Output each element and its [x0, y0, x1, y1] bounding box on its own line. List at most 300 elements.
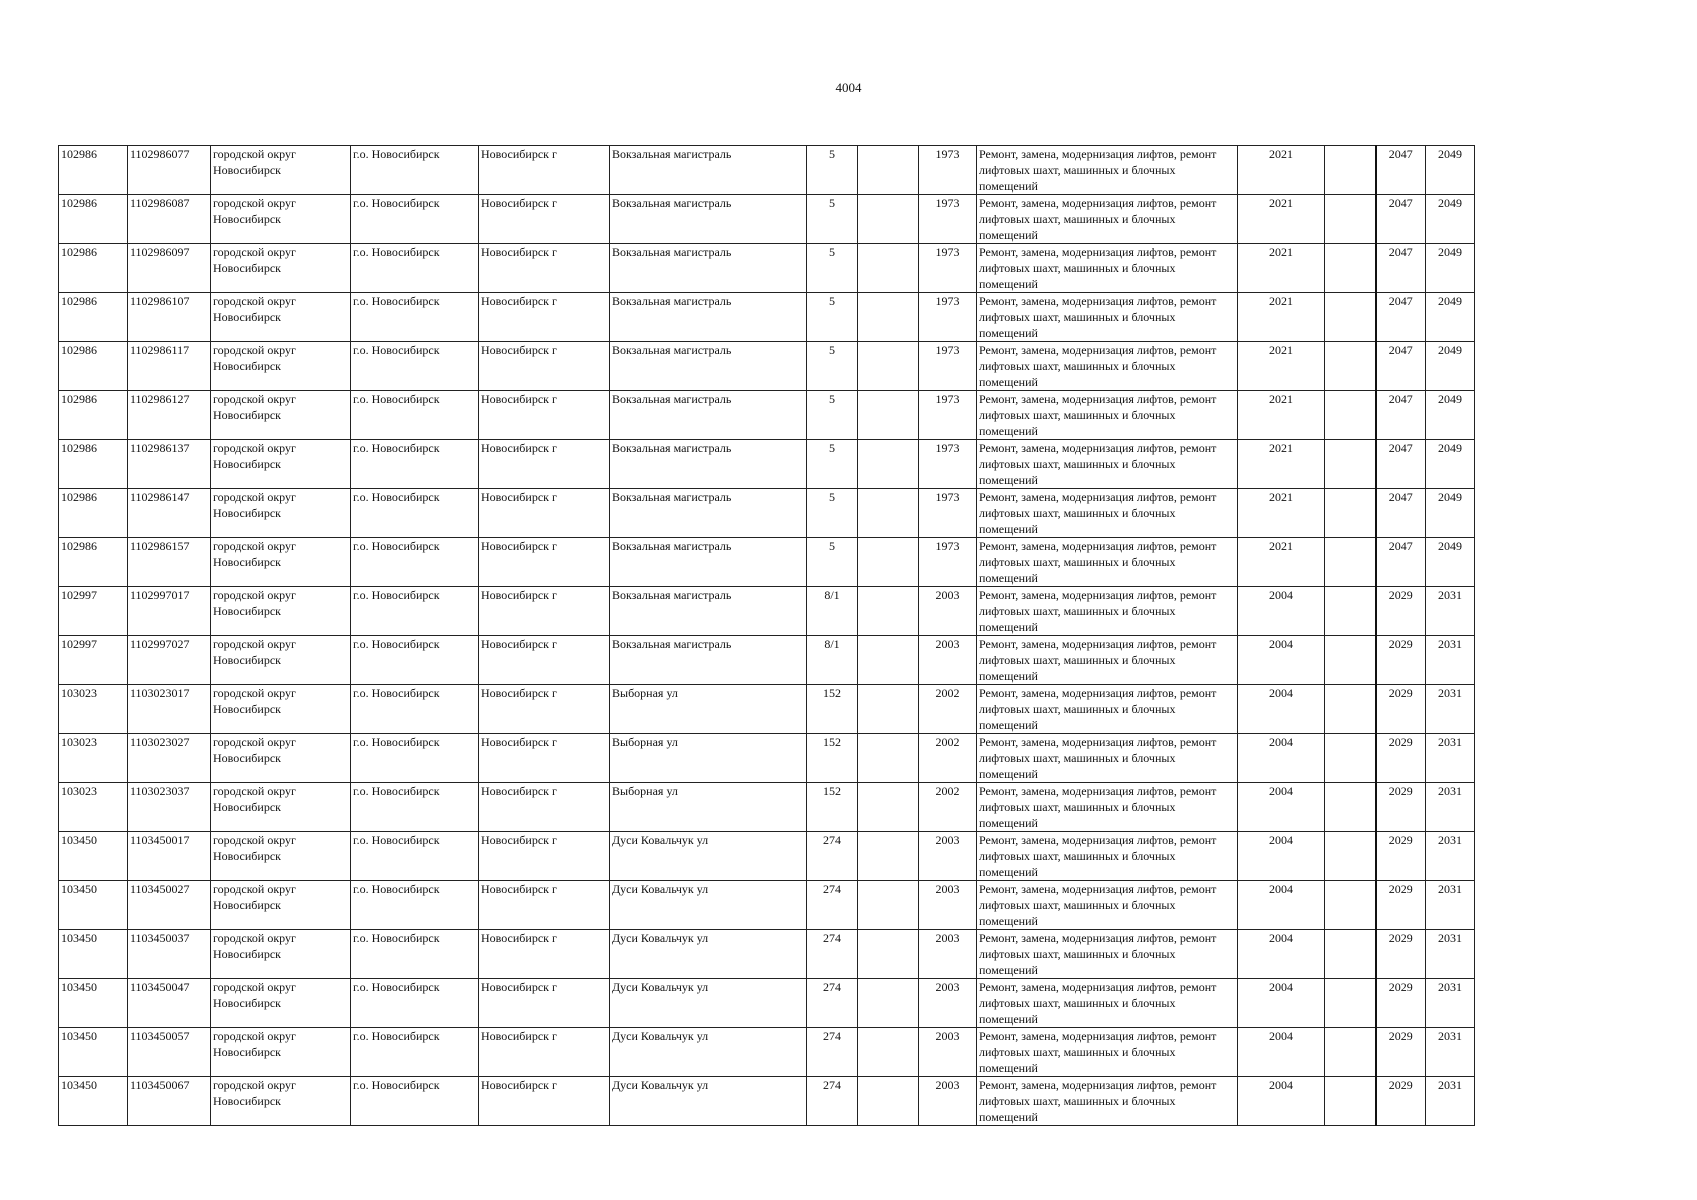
cell-plan-end-year: 2031: [1426, 685, 1475, 734]
cell-object-code: 1102997027: [128, 636, 211, 685]
cell-empty: [1325, 489, 1376, 538]
cell-house-number: 5: [807, 293, 858, 342]
cell-municipality: городской округ Новосибирск: [211, 1028, 351, 1077]
table-row: [59, 734, 1475, 783]
cell-house-number: 5: [807, 489, 858, 538]
cell-municipality: городской округ Новосибирск: [211, 342, 351, 391]
cell-year-built: 2003: [919, 587, 977, 636]
cell-year-built: 2003: [919, 832, 977, 881]
cell-last-repair-year: 2004: [1238, 930, 1325, 979]
cell-building: [858, 636, 919, 685]
cell-object-code: 1103450047: [128, 979, 211, 1028]
cell-year-built: 1973: [919, 489, 977, 538]
cell-work-type: Ремонт, замена, модернизация лифтов, ремонт лифтовых шахт, машинных и блочных помещений: [977, 783, 1238, 832]
cell-plan-start-year: 2047: [1376, 195, 1426, 244]
cell-work-type: Ремонт, замена, модернизация лифтов, ремонт лифтовых шахт, машинных и блочных помещений: [977, 832, 1238, 881]
cell-building: [858, 832, 919, 881]
cell-plan-start-year: 2047: [1376, 489, 1426, 538]
cell-plan-start-year: 2047: [1376, 538, 1426, 587]
cell-city: Новосибирск г: [479, 587, 610, 636]
table-row: [59, 1077, 1475, 1126]
cell-work-type: Ремонт, замена, модернизация лифтов, ремонт лифтовых шахт, машинных и блочных помещений: [977, 979, 1238, 1028]
cell-city: Новосибирск г: [479, 1077, 610, 1126]
cell-house-id: 102997: [59, 587, 128, 636]
cell-last-repair-year: 2021: [1238, 391, 1325, 440]
cell-house-number: 5: [807, 342, 858, 391]
cell-house-number: 8/1: [807, 587, 858, 636]
cell-last-repair-year: 2004: [1238, 1077, 1325, 1126]
cell-empty: [1325, 636, 1376, 685]
cell-house-id: 103450: [59, 930, 128, 979]
cell-municipality: городской округ Новосибирск: [211, 538, 351, 587]
cell-last-repair-year: 2004: [1238, 587, 1325, 636]
cell-last-repair-year: 2021: [1238, 146, 1325, 195]
cell-building: [858, 489, 919, 538]
cell-object-code: 1103450067: [128, 1077, 211, 1126]
cell-empty: [1325, 391, 1376, 440]
cell-house-number: 5: [807, 440, 858, 489]
cell-object-code: 1102986137: [128, 440, 211, 489]
cell-municipality: городской округ Новосибирск: [211, 783, 351, 832]
cell-year-built: 2003: [919, 979, 977, 1028]
cell-house-id: 103450: [59, 832, 128, 881]
cell-building: [858, 881, 919, 930]
cell-last-repair-year: 2004: [1238, 881, 1325, 930]
cell-work-type: Ремонт, замена, модернизация лифтов, ремонт лифтовых шахт, машинных и блочных помещений: [977, 930, 1238, 979]
cell-house-number: 5: [807, 538, 858, 587]
cell-district: г.о. Новосибирск: [351, 538, 479, 587]
cell-street: Вокзальная магистраль: [610, 587, 807, 636]
cell-house-id: 102986: [59, 244, 128, 293]
cell-district: г.о. Новосибирск: [351, 979, 479, 1028]
cell-plan-end-year: 2031: [1426, 1028, 1475, 1077]
cell-plan-end-year: 2049: [1426, 195, 1475, 244]
cell-plan-start-year: 2047: [1376, 391, 1426, 440]
cell-street: Вокзальная магистраль: [610, 538, 807, 587]
cell-empty: [1325, 783, 1376, 832]
cell-house-number: 274: [807, 979, 858, 1028]
cell-plan-end-year: 2031: [1426, 832, 1475, 881]
cell-city: Новосибирск г: [479, 538, 610, 587]
cell-last-repair-year: 2021: [1238, 244, 1325, 293]
cell-object-code: 1102986107: [128, 293, 211, 342]
cell-plan-start-year: 2029: [1376, 881, 1426, 930]
cell-district: г.о. Новосибирск: [351, 636, 479, 685]
table-row: [59, 587, 1475, 636]
cell-municipality: городской округ Новосибирск: [211, 293, 351, 342]
table-row: [59, 489, 1475, 538]
cell-municipality: городской округ Новосибирск: [211, 685, 351, 734]
cell-plan-end-year: 2049: [1426, 391, 1475, 440]
cell-year-built: 1973: [919, 538, 977, 587]
cell-street: Дуси Ковальчук ул: [610, 881, 807, 930]
cell-last-repair-year: 2004: [1238, 734, 1325, 783]
cell-work-type: Ремонт, замена, модернизация лифтов, ремонт лифтовых шахт, машинных и блочных помещений: [977, 195, 1238, 244]
cell-house-id: 103023: [59, 783, 128, 832]
cell-empty: [1325, 244, 1376, 293]
cell-year-built: 2003: [919, 1028, 977, 1077]
table-row: [59, 783, 1475, 832]
cell-empty: [1325, 538, 1376, 587]
cell-plan-start-year: 2029: [1376, 979, 1426, 1028]
cell-plan-start-year: 2029: [1376, 1077, 1426, 1126]
cell-work-type: Ремонт, замена, модернизация лифтов, ремонт лифтовых шахт, машинных и блочных помещений: [977, 685, 1238, 734]
cell-building: [858, 783, 919, 832]
cell-street: Выборная ул: [610, 783, 807, 832]
cell-object-code: 1102986157: [128, 538, 211, 587]
cell-house-id: 102986: [59, 146, 128, 195]
cell-house-id: 102986: [59, 293, 128, 342]
cell-year-built: 1973: [919, 293, 977, 342]
cell-year-built: 2003: [919, 881, 977, 930]
cell-plan-start-year: 2047: [1376, 244, 1426, 293]
cell-street: Вокзальная магистраль: [610, 342, 807, 391]
cell-district: г.о. Новосибирск: [351, 146, 479, 195]
cell-last-repair-year: 2021: [1238, 440, 1325, 489]
cell-year-built: 1973: [919, 342, 977, 391]
cell-last-repair-year: 2004: [1238, 1028, 1325, 1077]
cell-work-type: Ремонт, замена, модернизация лифтов, ремонт лифтовых шахт, машинных и блочных помещений: [977, 636, 1238, 685]
cell-object-code: 1103450027: [128, 881, 211, 930]
cell-building: [858, 342, 919, 391]
cell-last-repair-year: 2021: [1238, 538, 1325, 587]
cell-district: г.о. Новосибирск: [351, 930, 479, 979]
cell-city: Новосибирск г: [479, 244, 610, 293]
cell-last-repair-year: 2004: [1238, 832, 1325, 881]
cell-plan-start-year: 2029: [1376, 685, 1426, 734]
cell-work-type: Ремонт, замена, модернизация лифтов, ремонт лифтовых шахт, машинных и блочных помещений: [977, 734, 1238, 783]
cell-house-id: 103450: [59, 1028, 128, 1077]
cell-plan-end-year: 2049: [1426, 244, 1475, 293]
cell-empty: [1325, 293, 1376, 342]
cell-city: Новосибирск г: [479, 979, 610, 1028]
cell-plan-start-year: 2047: [1376, 440, 1426, 489]
cell-house-number: 8/1: [807, 636, 858, 685]
cell-work-type: Ремонт, замена, модернизация лифтов, ремонт лифтовых шахт, машинных и блочных помещений: [977, 244, 1238, 293]
cell-street: Дуси Ковальчук ул: [610, 1077, 807, 1126]
table-row: [59, 636, 1475, 685]
cell-building: [858, 244, 919, 293]
cell-city: Новосибирск г: [479, 342, 610, 391]
cell-year-built: 1973: [919, 195, 977, 244]
cell-city: Новосибирск г: [479, 1028, 610, 1077]
cell-municipality: городской округ Новосибирск: [211, 489, 351, 538]
cell-building: [858, 146, 919, 195]
table-row: [59, 881, 1475, 930]
cell-building: [858, 979, 919, 1028]
cell-house-id: 103450: [59, 979, 128, 1028]
cell-street: Дуси Ковальчук ул: [610, 979, 807, 1028]
cell-district: г.о. Новосибирск: [351, 293, 479, 342]
cell-street: Дуси Ковальчук ул: [610, 930, 807, 979]
cell-district: г.о. Новосибирск: [351, 1077, 479, 1126]
cell-plan-start-year: 2029: [1376, 734, 1426, 783]
cell-object-code: 1102986077: [128, 146, 211, 195]
cell-empty: [1325, 342, 1376, 391]
cell-empty: [1325, 685, 1376, 734]
cell-plan-start-year: 2029: [1376, 636, 1426, 685]
cell-street: Вокзальная магистраль: [610, 440, 807, 489]
cell-district: г.о. Новосибирск: [351, 489, 479, 538]
cell-empty: [1325, 979, 1376, 1028]
cell-house-id: 102986: [59, 538, 128, 587]
cell-municipality: городской округ Новосибирск: [211, 979, 351, 1028]
cell-municipality: городской округ Новосибирск: [211, 244, 351, 293]
cell-district: г.о. Новосибирск: [351, 1028, 479, 1077]
cell-street: Выборная ул: [610, 734, 807, 783]
cell-district: г.о. Новосибирск: [351, 734, 479, 783]
cell-last-repair-year: 2021: [1238, 195, 1325, 244]
cell-last-repair-year: 2021: [1238, 293, 1325, 342]
cell-plan-start-year: 2029: [1376, 783, 1426, 832]
cell-plan-end-year: 2049: [1426, 146, 1475, 195]
cell-street: Вокзальная магистраль: [610, 489, 807, 538]
cell-district: г.о. Новосибирск: [351, 391, 479, 440]
cell-object-code: 1102986127: [128, 391, 211, 440]
cell-plan-end-year: 2049: [1426, 538, 1475, 587]
table-body: [59, 146, 1475, 1126]
cell-municipality: городской округ Новосибирск: [211, 636, 351, 685]
cell-object-code: 1103450017: [128, 832, 211, 881]
cell-object-code: 1103450037: [128, 930, 211, 979]
cell-municipality: городской округ Новосибирск: [211, 587, 351, 636]
cell-house-id: 102986: [59, 440, 128, 489]
cell-municipality: городской округ Новосибирск: [211, 1077, 351, 1126]
cell-year-built: 2003: [919, 930, 977, 979]
cell-year-built: 1973: [919, 244, 977, 293]
cell-empty: [1325, 146, 1376, 195]
cell-city: Новосибирск г: [479, 440, 610, 489]
cell-building: [858, 391, 919, 440]
cell-municipality: городской округ Новосибирск: [211, 146, 351, 195]
cell-plan-end-year: 2049: [1426, 342, 1475, 391]
cell-plan-start-year: 2047: [1376, 293, 1426, 342]
cell-house-number: 274: [807, 1077, 858, 1126]
cell-plan-start-year: 2029: [1376, 1028, 1426, 1077]
cell-last-repair-year: 2004: [1238, 636, 1325, 685]
cell-city: Новосибирск г: [479, 391, 610, 440]
cell-last-repair-year: 2004: [1238, 783, 1325, 832]
cell-empty: [1325, 1028, 1376, 1077]
cell-work-type: Ремонт, замена, модернизация лифтов, ремонт лифтовых шахт, машинных и блочных помещений: [977, 293, 1238, 342]
cell-plan-end-year: 2031: [1426, 1077, 1475, 1126]
cell-plan-end-year: 2031: [1426, 636, 1475, 685]
data-table: [58, 145, 1475, 1126]
cell-plan-start-year: 2029: [1376, 832, 1426, 881]
cell-district: г.о. Новосибирск: [351, 881, 479, 930]
table-row: [59, 146, 1475, 195]
cell-empty: [1325, 881, 1376, 930]
cell-work-type: Ремонт, замена, модернизация лифтов, ремонт лифтовых шахт, машинных и блочных помещений: [977, 881, 1238, 930]
cell-district: г.о. Новосибирск: [351, 587, 479, 636]
cell-object-code: 1102997017: [128, 587, 211, 636]
cell-object-code: 1102986087: [128, 195, 211, 244]
cell-municipality: городской округ Новосибирск: [211, 195, 351, 244]
table-row: [59, 930, 1475, 979]
cell-building: [858, 293, 919, 342]
cell-municipality: городской округ Новосибирск: [211, 930, 351, 979]
cell-city: Новосибирск г: [479, 930, 610, 979]
cell-street: Вокзальная магистраль: [610, 195, 807, 244]
cell-work-type: Ремонт, замена, модернизация лифтов, ремонт лифтовых шахт, машинных и блочных помещений: [977, 146, 1238, 195]
cell-building: [858, 1028, 919, 1077]
cell-year-built: 2002: [919, 734, 977, 783]
cell-object-code: 1103023027: [128, 734, 211, 783]
cell-house-number: 274: [807, 1028, 858, 1077]
cell-municipality: городской округ Новосибирск: [211, 881, 351, 930]
cell-street: Вокзальная магистраль: [610, 391, 807, 440]
cell-city: Новосибирск г: [479, 685, 610, 734]
cell-street: Вокзальная магистраль: [610, 293, 807, 342]
cell-street: Выборная ул: [610, 685, 807, 734]
cell-city: Новосибирск г: [479, 146, 610, 195]
cell-city: Новосибирск г: [479, 734, 610, 783]
cell-house-id: 103450: [59, 881, 128, 930]
table-row: [59, 685, 1475, 734]
cell-house-number: 5: [807, 244, 858, 293]
cell-city: Новосибирск г: [479, 636, 610, 685]
cell-street: Вокзальная магистраль: [610, 146, 807, 195]
cell-municipality: городской округ Новосибирск: [211, 391, 351, 440]
cell-district: г.о. Новосибирск: [351, 685, 479, 734]
table-row: [59, 538, 1475, 587]
cell-plan-end-year: 2031: [1426, 881, 1475, 930]
cell-plan-end-year: 2031: [1426, 783, 1475, 832]
cell-house-number: 152: [807, 685, 858, 734]
cell-last-repair-year: 2021: [1238, 342, 1325, 391]
cell-house-id: 102997: [59, 636, 128, 685]
table-row: [59, 244, 1475, 293]
cell-district: г.о. Новосибирск: [351, 440, 479, 489]
page-number: 4004: [835, 80, 862, 95]
cell-plan-start-year: 2047: [1376, 146, 1426, 195]
cell-last-repair-year: 2004: [1238, 979, 1325, 1028]
cell-year-built: 2002: [919, 685, 977, 734]
cell-city: Новосибирск г: [479, 489, 610, 538]
cell-object-code: 1102986097: [128, 244, 211, 293]
cell-empty: [1325, 1077, 1376, 1126]
cell-plan-end-year: 2031: [1426, 979, 1475, 1028]
cell-plan-end-year: 2031: [1426, 930, 1475, 979]
cell-work-type: Ремонт, замена, модернизация лифтов, ремонт лифтовых шахт, машинных и блочных помещений: [977, 391, 1238, 440]
cell-building: [858, 1077, 919, 1126]
cell-empty: [1325, 440, 1376, 489]
cell-object-code: 1102986147: [128, 489, 211, 538]
cell-empty: [1325, 587, 1376, 636]
cell-house-id: 103023: [59, 734, 128, 783]
cell-empty: [1325, 195, 1376, 244]
cell-object-code: 1103023037: [128, 783, 211, 832]
cell-district: г.о. Новосибирск: [351, 195, 479, 244]
cell-work-type: Ремонт, замена, модернизация лифтов, ремонт лифтовых шахт, машинных и блочных помещений: [977, 342, 1238, 391]
cell-house-number: 152: [807, 734, 858, 783]
cell-last-repair-year: 2021: [1238, 489, 1325, 538]
cell-building: [858, 685, 919, 734]
table-row: [59, 342, 1475, 391]
cell-street: Дуси Ковальчук ул: [610, 832, 807, 881]
cell-street: Дуси Ковальчук ул: [610, 1028, 807, 1077]
cell-house-number: 152: [807, 783, 858, 832]
table-row: [59, 832, 1475, 881]
cell-building: [858, 930, 919, 979]
cell-plan-end-year: 2031: [1426, 587, 1475, 636]
cell-house-id: 102986: [59, 342, 128, 391]
table-row: [59, 195, 1475, 244]
cell-house-number: 274: [807, 881, 858, 930]
table-row: [59, 391, 1475, 440]
cell-city: Новосибирск г: [479, 293, 610, 342]
table-row: [59, 979, 1475, 1028]
cell-house-number: 274: [807, 832, 858, 881]
cell-year-built: 1973: [919, 440, 977, 489]
cell-work-type: Ремонт, замена, модернизация лифтов, ремонт лифтовых шахт, машинных и блочных помещений: [977, 489, 1238, 538]
cell-plan-end-year: 2031: [1426, 734, 1475, 783]
cell-city: Новосибирск г: [479, 881, 610, 930]
cell-object-code: 1103450057: [128, 1028, 211, 1077]
cell-house-id: 103450: [59, 1077, 128, 1126]
table-row: [59, 440, 1475, 489]
cell-house-id: 102986: [59, 391, 128, 440]
cell-district: г.о. Новосибирск: [351, 244, 479, 293]
cell-city: Новосибирск г: [479, 195, 610, 244]
cell-work-type: Ремонт, замена, модернизация лифтов, ремонт лифтовых шахт, машинных и блочных помещений: [977, 587, 1238, 636]
cell-city: Новосибирск г: [479, 832, 610, 881]
cell-house-id: 103023: [59, 685, 128, 734]
cell-street: Вокзальная магистраль: [610, 636, 807, 685]
cell-building: [858, 587, 919, 636]
cell-year-built: 1973: [919, 391, 977, 440]
cell-district: г.о. Новосибирск: [351, 783, 479, 832]
cell-plan-start-year: 2029: [1376, 587, 1426, 636]
cell-work-type: Ремонт, замена, модернизация лифтов, ремонт лифтовых шахт, машинных и блочных помещений: [977, 1077, 1238, 1126]
cell-plan-end-year: 2049: [1426, 440, 1475, 489]
cell-year-built: 1973: [919, 146, 977, 195]
cell-work-type: Ремонт, замена, модернизация лифтов, ремонт лифтовых шахт, машинных и блочных помещений: [977, 440, 1238, 489]
cell-plan-end-year: 2049: [1426, 293, 1475, 342]
cell-municipality: городской округ Новосибирск: [211, 832, 351, 881]
cell-object-code: 1103023017: [128, 685, 211, 734]
table-row: [59, 293, 1475, 342]
cell-plan-start-year: 2029: [1376, 930, 1426, 979]
cell-municipality: городской округ Новосибирск: [211, 440, 351, 489]
cell-year-built: 2003: [919, 636, 977, 685]
cell-empty: [1325, 930, 1376, 979]
cell-house-id: 102986: [59, 489, 128, 538]
cell-plan-end-year: 2049: [1426, 489, 1475, 538]
cell-house-number: 5: [807, 391, 858, 440]
cell-last-repair-year: 2004: [1238, 685, 1325, 734]
cell-district: г.о. Новосибирск: [351, 342, 479, 391]
cell-plan-start-year: 2047: [1376, 342, 1426, 391]
cell-building: [858, 538, 919, 587]
cell-work-type: Ремонт, замена, модернизация лифтов, ремонт лифтовых шахт, машинных и блочных помещений: [977, 1028, 1238, 1077]
cell-year-built: 2002: [919, 783, 977, 832]
cell-empty: [1325, 832, 1376, 881]
cell-house-id: 102986: [59, 195, 128, 244]
cell-building: [858, 734, 919, 783]
cell-municipality: городской округ Новосибирск: [211, 734, 351, 783]
cell-city: Новосибирск г: [479, 783, 610, 832]
cell-object-code: 1102986117: [128, 342, 211, 391]
cell-building: [858, 195, 919, 244]
cell-work-type: Ремонт, замена, модернизация лифтов, ремонт лифтовых шахт, машинных и блочных помещений: [977, 538, 1238, 587]
cell-district: г.о. Новосибирск: [351, 832, 479, 881]
cell-building: [858, 440, 919, 489]
cell-house-number: 5: [807, 195, 858, 244]
table-row: [59, 1028, 1475, 1077]
cell-street: Вокзальная магистраль: [610, 244, 807, 293]
cell-year-built: 2003: [919, 1077, 977, 1126]
